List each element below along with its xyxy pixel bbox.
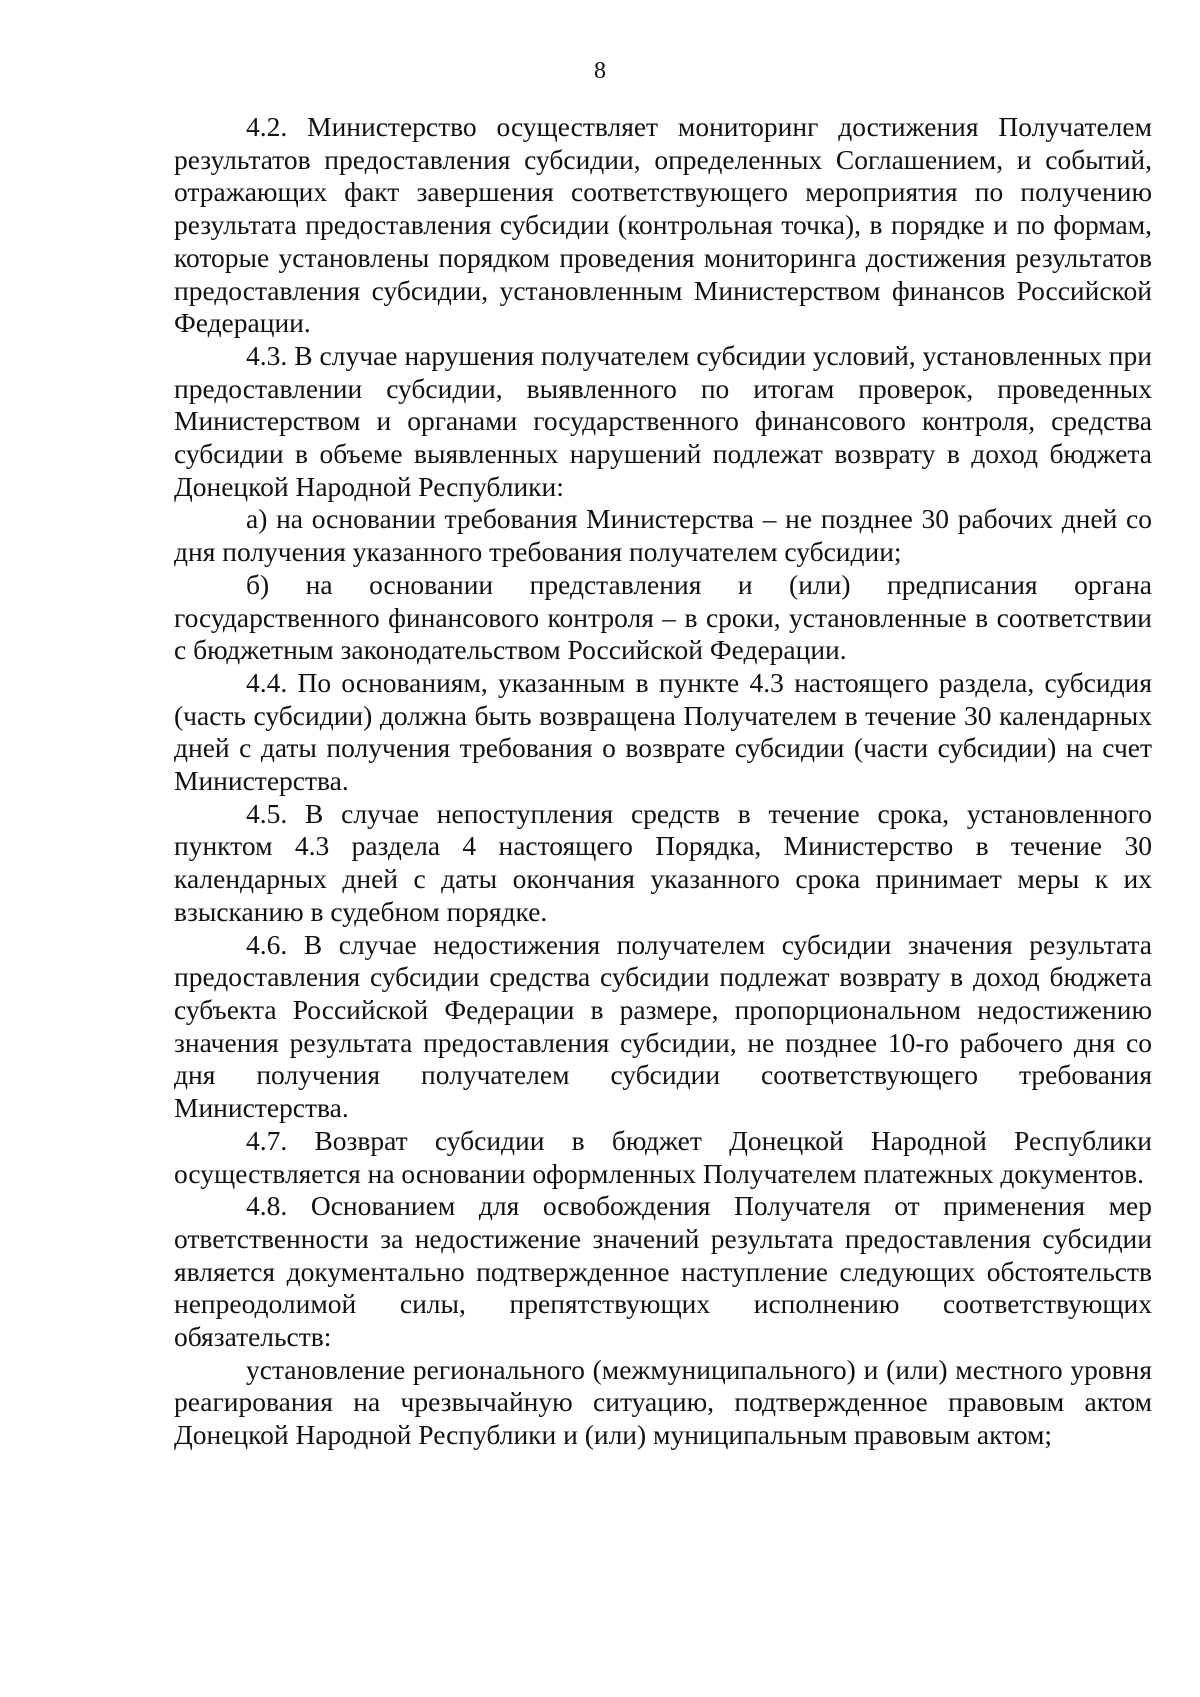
paragraph-4-3: 4.3. В случае нарушения получателем субсидии условий, установленных при предоставлении субсидии, выявленного по итогам проверок, проведенных Министерством и органами государственного финансового контроля, средства субсидии в объеме выявленных нарушений подлежат возврату в доход бюджета Донецкой Народной Республики: bbox=[174, 339, 1152, 502]
paragraph-4-3-b: б) на основании представления и (или) предписания органа государственного финансового контроля – в сроки, установленные в соответствии с бюджетным законодательством Российской Федерации. bbox=[174, 568, 1152, 666]
document-body bbox=[174, 111, 1152, 1452]
paragraph-4-8-item: установление регионального (межмуниципального) и (или) местного уровня реагирования на чрезвычайную ситуацию, подтвержденное правовым актом Донецкой Народной Республики и (или) муниципальным правовым актом; bbox=[174, 1353, 1152, 1451]
paragraph-4-5: 4.5. В случае непоступления средств в течение срока, установленного пунктом 4.3 раздела 4 настоящего Порядка, Министерство в течение 30 календарных дней с даты окончания указанного срока принимает меры к их взысканию в судебном порядке. bbox=[174, 797, 1152, 927]
paragraph-4-8: 4.8. Основанием для освобождения Получателя от применения мер ответственности за недостижение значений результата предоставления субсидии является документально подтвержденное наступление следующих обстоятельств непреодолимой силы, препятствующих исполнению соответствующих обязательств: bbox=[174, 1190, 1152, 1353]
paragraph-4-3-a: а) на основании требования Министерства – не позднее 30 рабочих дней со дня получения указанного требования получателем субсидии; bbox=[174, 503, 1152, 568]
paragraph-4-4: 4.4. По основаниям, указанным в пункте 4.3 настоящего раздела, субсидия (часть субсидии) должна быть возвращена Получателем в течение 30 календарных дней с даты получения требования о возврате субсидии (части субсидии) на счет Министерства. bbox=[174, 666, 1152, 797]
paragraph-4-6: 4.6. В случае недостижения получателем субсидии значения результата предоставления субсидии средства субсидии подлежат возврату в доход бюджета субъекта Российской Федерации в размере, пропорциональном недостижению значения результата предоставления субсидии, не позднее 10-го рабочего дня со дня получения получателем субсидии соответствующего требования Министерства. bbox=[174, 928, 1152, 1124]
page-number: 8 bbox=[594, 58, 606, 84]
paragraph-4-7: 4.7. Возврат субсидии в бюджет Донецкой Народной Республики осуществляется на основании оформленных Получателем платежных документов. bbox=[174, 1124, 1152, 1189]
paragraph-4-2: 4.2. Министерство осуществляет мониторинг достижения Получателем результатов предоставления субсидии, определенных Соглашением, и событий, отражающих факт завершения соответствующего мероприятия по получению результата предоставления субсидии (контрольная точка), в порядке и по формам, которые установлены порядком проведения мониторинга достижения результатов предоставления субсидии, установленным Министерством финансов Российской Федерации. bbox=[174, 111, 1152, 339]
